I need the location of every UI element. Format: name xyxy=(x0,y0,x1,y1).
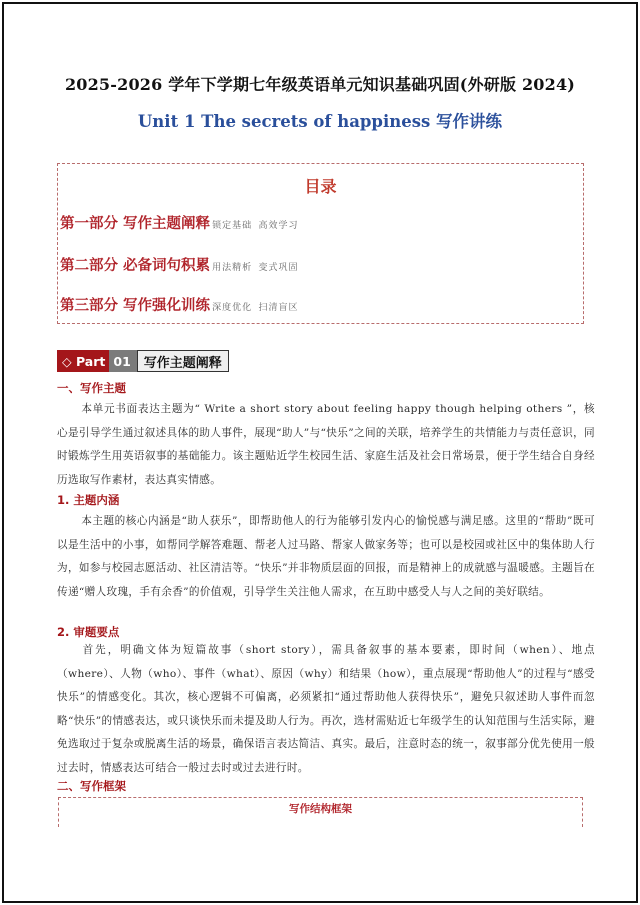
table-of-contents xyxy=(57,163,584,324)
section-heading-writing-topic: 一、写作主题 xyxy=(57,381,126,395)
section-heading-writing-framework: 二、写作框架 xyxy=(57,779,126,793)
framework-title: 写作结构框架 xyxy=(289,803,352,815)
toc-item-part-3[interactable] xyxy=(60,294,298,315)
toc-item-note: 深度优化 扫清盲区 xyxy=(212,303,299,313)
section-heading-key-points: 2. 审题要点 xyxy=(57,625,120,639)
paragraph-topic-meaning xyxy=(57,510,595,604)
toc-heading: 目录 xyxy=(304,177,337,196)
toc-item-label: 第三部分 写作强化训练 xyxy=(60,298,211,314)
paragraph-key-points xyxy=(57,639,595,780)
paragraph-text: 首先，明确文体为短篇故事（short story），需具备叙事的基本要素，即时间（when）、地点（where）、人物（who）、事件（what）、原因（why）和结果（how），重点展现“帮助他人”的过程与“感受快乐”的情感变化。其次，核心逻辑不可偏离，必须紧扣“通过帮助他人获得快乐”，避免只叙述助人事件而忽略“快乐”的情感表达，或只谈快乐而未提及助人行为。再次，选材需贴近七年级学生的认知范围与生活实际，避免选取过于复杂或脱离生活的场景，确保语言表达简洁、真实。最后，注意时态的统一，叙事部分优先使用一般过去时，情感表达可结合一般过去时或过去进行时。 xyxy=(57,644,595,774)
banner-number: 01 xyxy=(109,350,136,372)
toc-item-note: 锁定基础 高效学习 xyxy=(212,221,299,231)
toc-item-part-2[interactable] xyxy=(60,254,298,275)
writing-framework-box xyxy=(58,797,583,827)
toc-item-label: 第一部分 写作主题阐释 xyxy=(60,216,211,232)
paragraph-text: 本主题的核心内涵是“助人获乐”，即帮助他人的行为能够引发内心的愉悦感与满足感。这里的“帮助”既可以是生活中的小事，如帮同学解答难题、帮老人过马路、帮家人做家务等；也可以是校园或社区中的集体助人行为，如参与校园志愿活动、社区清洁等。“快乐”并非物质层面的回报，而是精神上的成就感与温暖感。主题旨在传递“赠人玫瑰，手有余香”的价值观，引导学生关注他人需求，在互助中感受人与人之间的美好联结。 xyxy=(57,515,595,598)
document-title: 2025-2026 学年下学期七年级英语单元知识基础巩固(外研版 2024) xyxy=(64,75,576,94)
section-heading-topic-meaning: 1. 主题内涵 xyxy=(57,493,120,507)
toc-item-label: 第二部分 必备词句积累 xyxy=(60,258,211,274)
toc-item-note: 用法精析 变式巩固 xyxy=(212,263,299,273)
part-01-banner xyxy=(57,350,229,372)
banner-prefix: ◇ Part xyxy=(57,350,109,372)
toc-item-part-1[interactable] xyxy=(60,212,298,233)
document-subtitle: Unit 1 The secrets of happiness 写作讲练 xyxy=(137,112,503,131)
banner-title: 写作主题阐释 xyxy=(137,350,229,372)
paragraph-writing-topic xyxy=(57,398,595,492)
paragraph-text: 本单元书面表达主题为“ Write a short story about feeling happy though helping others ”，核心是引导学生通过叙述具体的助人事件，展现“助人”与“快乐”之间的关联，培养学生的共情能力与责任意识，同时锻炼学生用英语叙事的基础能力。该主题贴近学生校园生活、家庭生活及社会日常场景，便于学生结合自身经历选取写作素材，表达真实情感。 xyxy=(57,403,595,486)
